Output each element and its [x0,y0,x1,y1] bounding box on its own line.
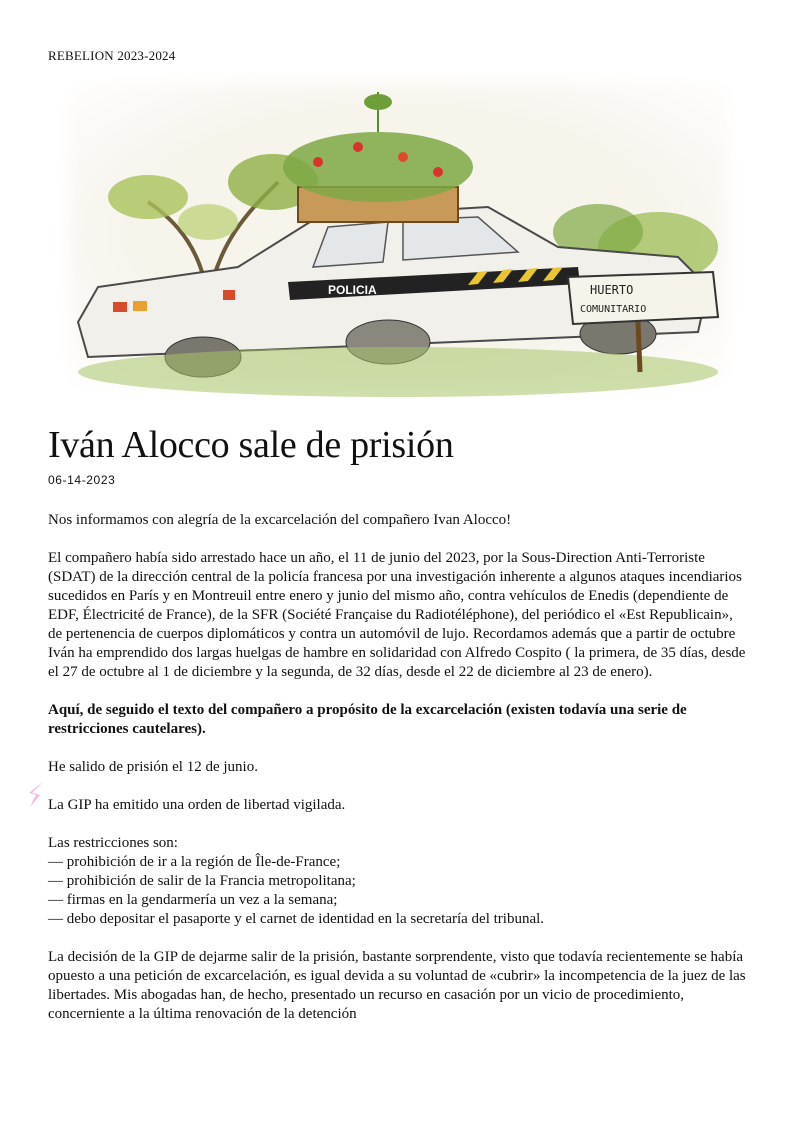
paragraph-closing: La decisión de la GIP de dejarme salir de la prisión, bastante sorprendente, visto que todavía recientemente se había opuesto a una petición de excarcelación, es igual devida a su voluntad de «cubrir» la incompetencia de la juez de las libertades. Mis abogadas han, de hecho, presentado un recurso en casación por un vicio de procedimiento, concerniente a la última renovación de la detención [48,949,746,1022]
article-body [48,511,746,1043]
paragraph-release: He salido de prisión el 12 de junio. [48,759,258,775]
paragraph-arrest: El compañero había sido arrestado hace un año, el 11 de junio del 2023, por la Sous-Direction Anti-Terroriste (SDAT) de la dirección central de la policía francesa por una investigación inherente a algunos ataques incendiarios sucedidos en París y en Montreuil entre enero y junio del mismo año, contra vehículos de Enedis (dependiente de EDF, Électricité de France), de la SFR (Société Française du Radiotéléphone), del periódico el «Est Republicain», de pertenencia de cuerpos diplomáticos y contra un automóvil de lujo. Recordamos además que a partir de octubre Iván ha emprendido dos largas huelgas de hambre en solidaridad con Alfredo Cospito ( la primera, de 35 días, desde el 27 de octubre al 1 de diciembre y la segunda, de 32 días, desde el 22 de diciembre al 23 de enero). [48,550,746,680]
list-item: — debo depositar el pasaporte y el carnet de identidad en la secretaría del tribunal. [48,911,545,927]
pink-highlight-mark [26,779,48,809]
paragraph-lead-in: Aquí, de seguido el texto del compañero a propósito de la excarcelación (existen todavía una serie de restricciones cautelares). [48,702,687,737]
paragraph-order: La GIP ha emitido una orden de libertad vigilada. [48,797,346,813]
restrictions-list [48,853,746,929]
restrictions-intro: Las restricciones son: [48,835,178,851]
car-label: POLICIA [328,283,377,297]
abandoned-police-car-garden-drawing [58,72,738,397]
article-illustration [58,72,738,397]
site-header: REBELION 2023-2024 [48,48,176,63]
list-item: — prohibición de salir de la Francia metropolitana; [48,873,356,889]
list-item: — prohibición de ir a la región de Île-de-France; [48,854,341,870]
sign-line-1: HUERTO [590,283,634,297]
list-item: — firmas en la gendarmería un vez a la semana; [48,892,338,908]
paragraph-intro: Nos informamos con alegría de la excarcelación del compañero Ivan Alocco! [48,512,512,528]
sign-line-2: COMUNITARIO [580,304,647,315]
article-date: 06-14-2023 [48,473,116,487]
article-title: Iván Alocco sale de prisión [48,424,454,466]
